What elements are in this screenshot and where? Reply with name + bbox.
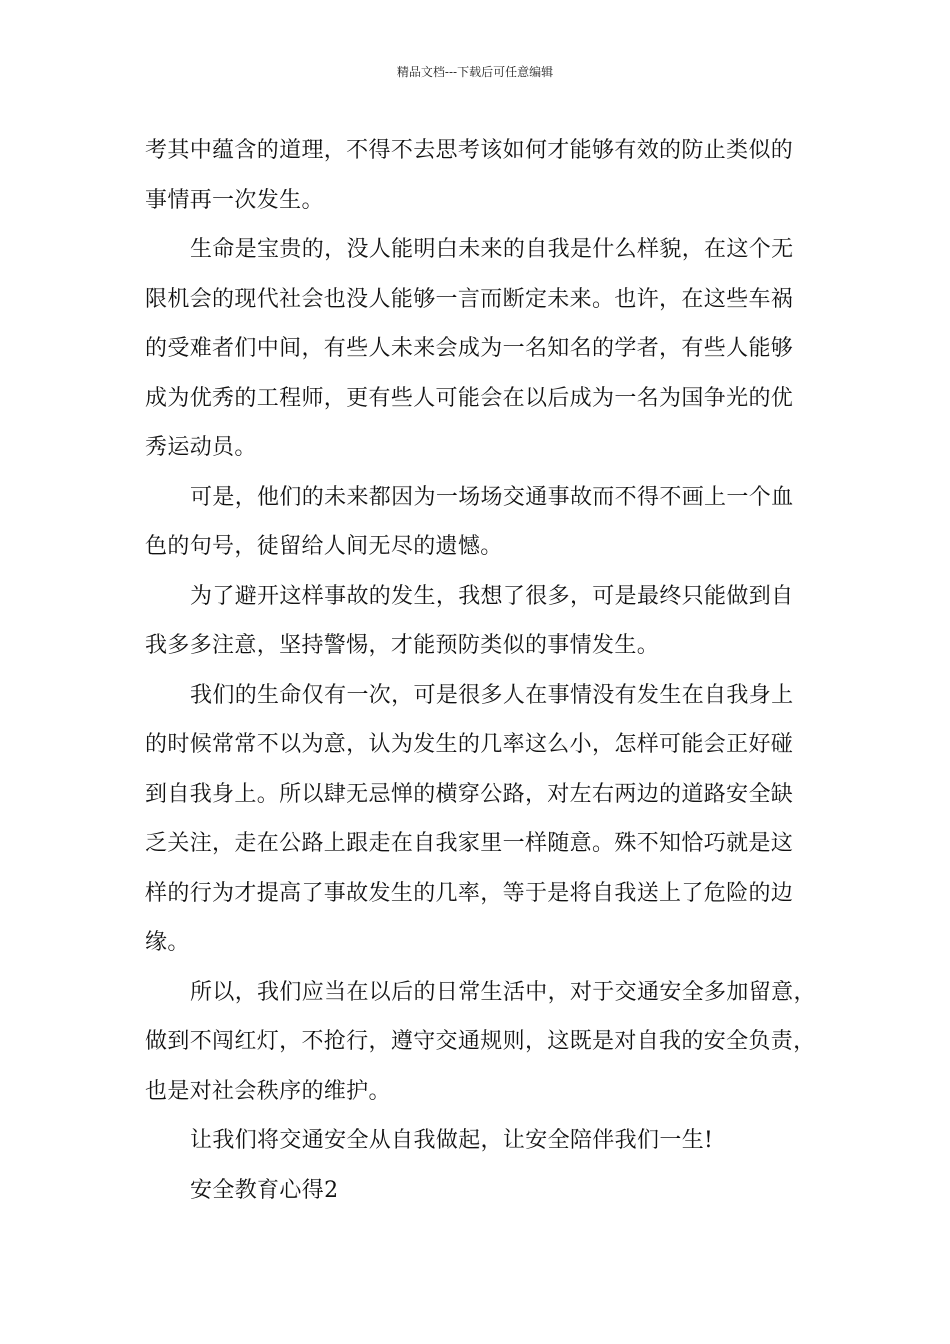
text-line: 限机会的现代社会也没人能够一言而断定未来。也许，在这些车祸 <box>145 286 794 312</box>
text-line: 成为优秀的工程师，更有些人可能会在以后成为一名为国争光的优 <box>145 385 794 411</box>
section-heading: 安全教育心得2 <box>190 1177 339 1203</box>
text-line: 做到不闯红灯，不抢行，遵守交通规则，这既是对自我的安全负责， <box>145 1029 816 1054</box>
paragraph-first-line: 生命是宝贵的，没人能明白未来的自我是什么样貌，在这个无 <box>190 237 794 262</box>
text-line: 的受难者们中间，有些人未来会成为一名知名的学者，有些人能够 <box>145 336 794 361</box>
body-text <box>145 126 845 1215</box>
text-line: 的时候常常不以为意，认为发生的几率这么小，怎样可能会正好碰 <box>145 732 794 757</box>
text-line: 样的行为才提高了事故发生的几率，等于是将自我送上了危险的边 <box>145 880 794 906</box>
paragraph-first-line: 为了避开这样事故的发生，我想了很多，可是最终只能做到自 <box>190 583 794 609</box>
paragraph-first-line: 所以，我们应当在以后的日常生活中，对于交通安全多加留意， <box>190 979 816 1005</box>
text-line: 事情再一次发生。 <box>145 187 324 213</box>
text-line: 乏关注，走在公路上跟走在自我家里一样随意。殊不知恰巧就是这 <box>145 831 794 856</box>
paragraph-first-line: 可是，他们的未来都因为一场场交通事故而不得不画上一个血 <box>190 484 794 510</box>
text-line: 我多多注意，坚持警惕，才能预防类似的事情发生。 <box>145 633 660 658</box>
text-line: 到自我身上。所以肆无忌惮的横穿公路，对左右两边的道路安全缺 <box>145 781 794 807</box>
text-line: 考其中蕴含的道理，不得不去思考该如何才能够有效的防止类似的 <box>145 138 794 163</box>
text-line: 秀运动员。 <box>145 435 257 460</box>
paragraph-first-line: 我们的生命仅有一次，可是很多人在事情没有发生在自我身上 <box>190 682 794 708</box>
paragraph-first-line: 让我们将交通安全从自我做起，让安全陪伴我们一生! <box>190 1128 714 1153</box>
page-header: 精品文档---下载后可任意编辑 <box>396 65 554 79</box>
text-line: 也是对社会秩序的维护。 <box>145 1078 391 1104</box>
text-line: 色的句号，徒留给人间无尽的遗憾。 <box>145 534 503 559</box>
text-line: 缘。 <box>145 930 190 955</box>
